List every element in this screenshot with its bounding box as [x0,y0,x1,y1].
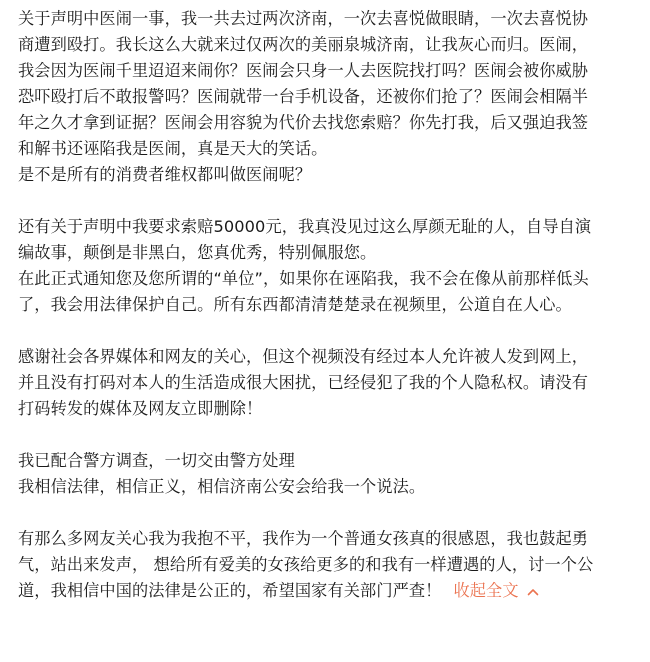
chevron-up-icon [527,586,539,598]
collapse-label: 收起全文 [453,581,519,600]
text-line: 我已配合警方调查，一切交由警方处理 [18,451,295,470]
text-line: 和解书还诬陷我是医闹，真是天大的笑话。 [18,139,328,158]
collapse-full-text-link[interactable] [453,578,538,604]
text-line-last [18,578,644,604]
text-line: 气，站出来发声， 想给所有爱美的女孩给更多的和我有一样遭遇的人，讨一个公 [18,555,594,574]
paragraph-4 [18,448,644,500]
text-line: 感谢社会各界媒体和网友的关心，但这个视频没有经过本人允许被人发到网上， [18,347,589,366]
text-line: 是不是所有的消费者维权都叫做医闹呢？ [18,165,312,184]
paragraph-2 [18,214,644,318]
text-line: 我相信法律，相信正义，相信济南公安会给我一个说法。 [18,477,426,496]
text-line: 商遭到殴打。我长这么大就来过仅两次的美丽泉城济南，让我灰心而归。医闹， [18,35,589,54]
paragraph-1 [18,6,644,188]
text-line: 并且没有打码对本人的生活造成很大困扰，已经侵犯了我的个人隐私权。请没有 [18,373,589,392]
text-line: 年之久才拿到证据？医闹会用容貌为代价去找您索赔？你先打我，后又强迫我签 [18,113,589,132]
text-line: 恐吓殴打后不敢报警吗？医闹就带一台手机设备，还被你们抢了？医闹会相隔半 [18,87,589,106]
text-line: 关于声明中医闹一事，我一共去过两次济南，一次去喜悦做眼睛，一次去喜悦协 [18,9,589,28]
text-line: 在此正式通知您及您所谓的“单位”，如果你在诬陷我，我不会在像从前那样低头 [18,269,589,288]
text-line: 还有关于声明中我要求索赔50000元，我真没见过这么厚颜无耻的人，自导自演 [18,217,592,236]
text-line: 了，我会用法律保护自己。所有东西都清清楚楚录在视频里，公道自在人心。 [18,295,572,314]
text-line: 我会因为医闹千里迢迢来闹你？医闹会只身一人去医院找打吗？医闹会被你威胁 [18,61,589,80]
text-line: 有那么多网友关心我为我抱不平，我作为一个普通女孩真的很感恩，我也鼓起勇 [18,529,589,548]
paragraph-5 [18,526,644,604]
text-line: 编故事，颠倒是非黑白，您真优秀，特别佩服您。 [18,243,377,262]
text-line-content: 道，我相信中国的法律是公正的，希望国家有关部门严查！ [18,581,442,600]
paragraph-3 [18,344,644,422]
post-body [18,6,644,604]
text-line: 打码转发的媒体及网友立即删除！ [18,399,263,418]
